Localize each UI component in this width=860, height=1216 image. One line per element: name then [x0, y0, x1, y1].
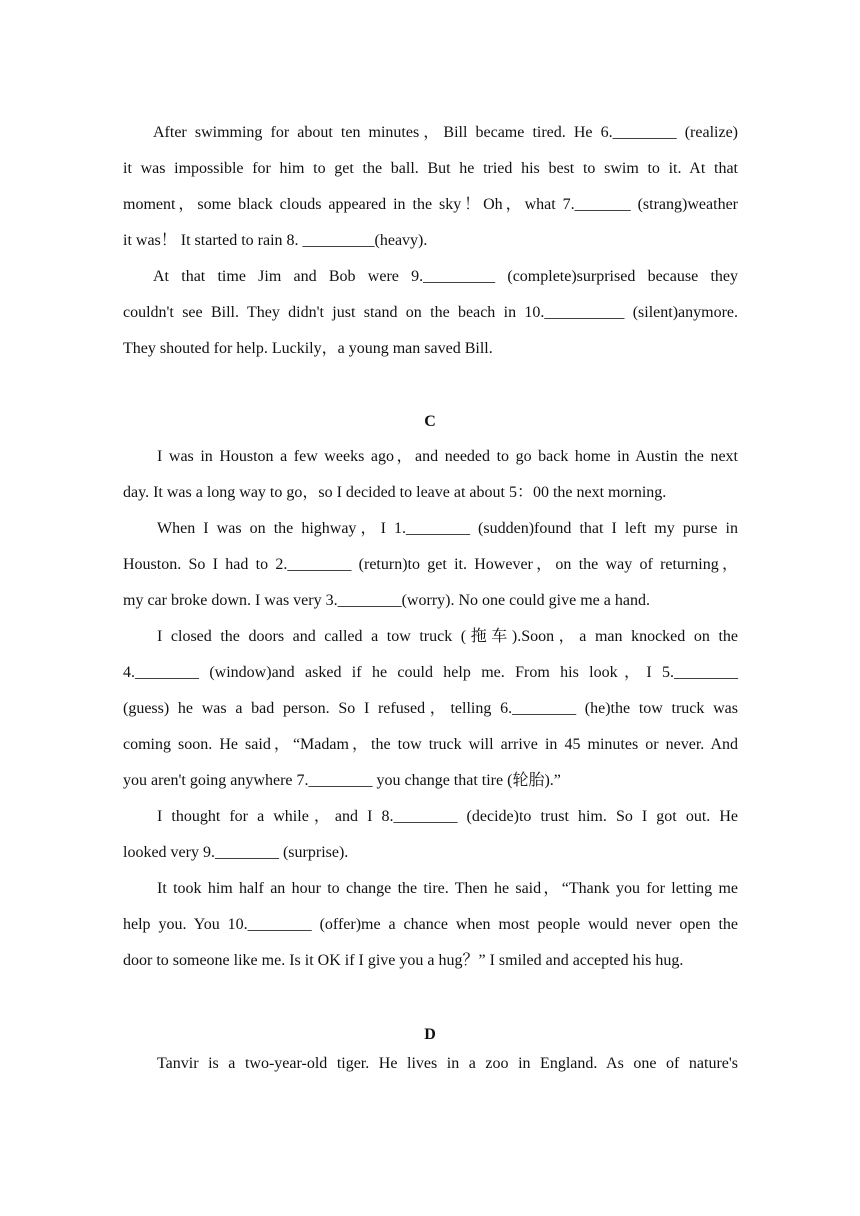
- text-line: I closed the doors and called a tow truck (拖车).Soon，a man knocked on the: [157, 628, 738, 645]
- paragraph: [123, 799, 738, 871]
- text-line: help you. You 10.________ (offer)me a chance when most people would never open the: [123, 916, 738, 933]
- text-line: It took him half an hour to change the tire. Then he said，“Thank you for letting me: [157, 880, 738, 897]
- text-line: day. It was a long way to go，so I decided to leave at about 5：00 the next morning.: [123, 484, 667, 501]
- paragraph: [123, 1046, 738, 1082]
- section-heading-c: C: [424, 413, 436, 430]
- text-line: After swimming for about ten minutes，Bill became tired. He 6.________ (realize): [153, 124, 738, 141]
- text-line: it was impossible for him to get the ball. But he tried his best to swim to it. At that: [123, 160, 738, 177]
- text-line: I was in Houston a few weeks ago，and needed to go back home in Austin the next: [157, 448, 739, 465]
- text-line: coming soon. He said，“Madam，the tow truck will arrive in 45 minutes or never. And: [123, 736, 739, 753]
- text-line: Tanvir is a two-year-old tiger. He lives in a zoo in England. As one of nature's: [157, 1055, 738, 1072]
- paragraph: [123, 115, 738, 259]
- text-line: When I was on the highway，I 1.________ (sudden)found that I left my purse in: [157, 520, 738, 537]
- paragraph: [123, 511, 738, 619]
- text-line: looked very 9.________ (surprise).: [123, 844, 349, 861]
- text-line: it was！ It started to rain 8. _________(heavy).: [123, 232, 428, 249]
- text-line: couldn't see Bill. They didn't just stand on the beach in 10.__________ (silent)anymore.: [123, 304, 738, 321]
- text-line: Houston. So I had to 2.________ (return)to get it. However，on the way of returning，: [123, 556, 738, 573]
- section-heading-d: D: [424, 1026, 436, 1043]
- text-line: you aren't going anywhere 7.________ you change that tire (轮胎).”: [123, 772, 561, 789]
- text-line: At that time Jim and Bob were 9._________ (complete)surprised because they: [153, 268, 738, 285]
- text-line: my car broke down. I was very 3.________(worry). No one could give me a hand.: [123, 592, 650, 609]
- paragraph: [123, 871, 738, 979]
- paragraph: [123, 259, 738, 367]
- paragraph: [123, 619, 738, 799]
- text-line: (guess) he was a bad person. So I refused，telling 6.________ (he)the tow truck was: [123, 700, 738, 717]
- text-line: I thought for a while，and I 8.________ (decide)to trust him. So I got out. He: [157, 808, 738, 825]
- text-line: 4.________ (window)and asked if he could help me. From his look，I 5.________: [123, 664, 739, 681]
- text-line: They shouted for help. Luckily，a young man saved Bill.: [123, 340, 493, 357]
- text-line: door to someone like me. Is it OK if I give you a hug？” I smiled and accepted his hug.: [123, 952, 684, 969]
- text-line: moment，some black clouds appeared in the sky！Oh，what 7._______ (strang)weather: [123, 196, 738, 213]
- paragraph: [123, 439, 738, 511]
